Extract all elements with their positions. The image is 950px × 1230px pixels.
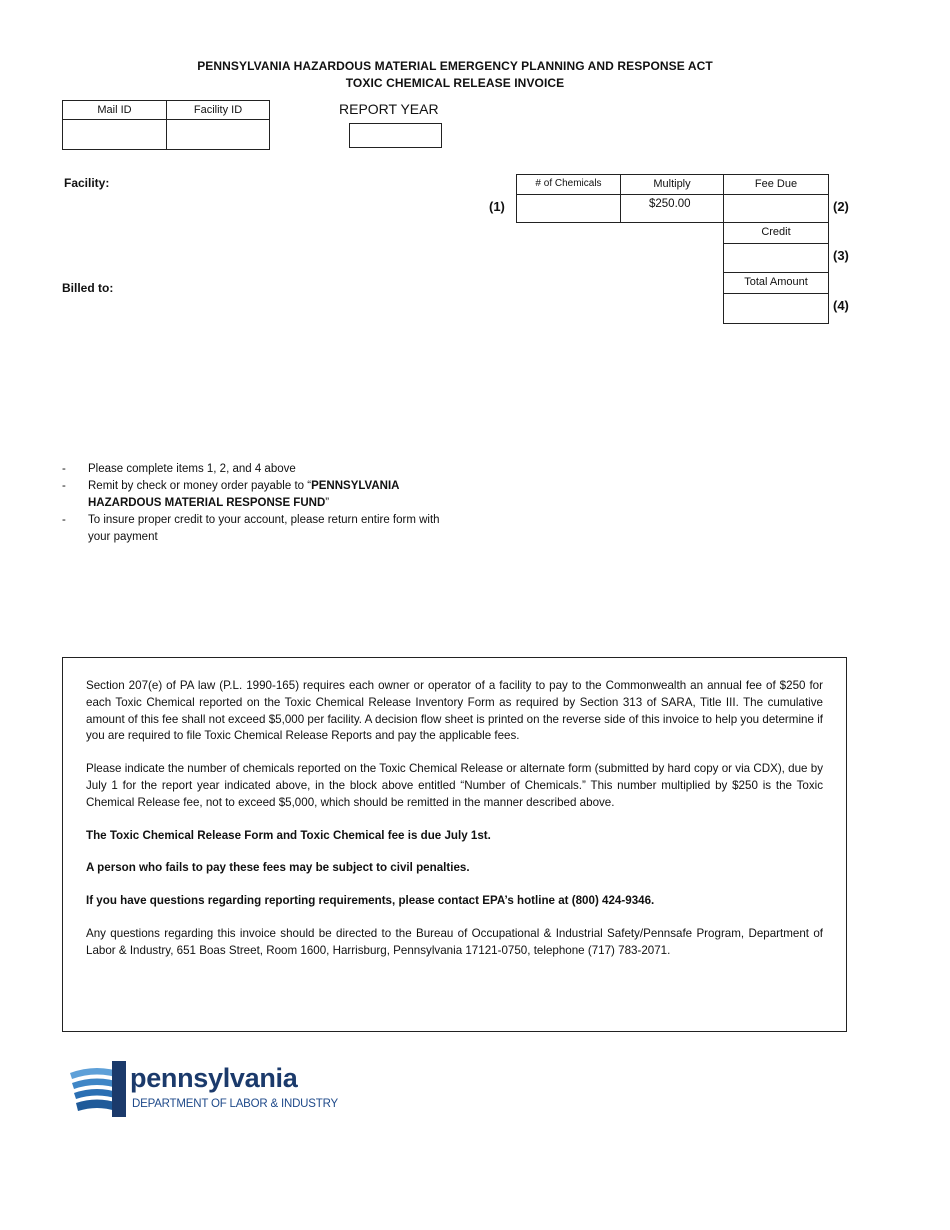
info-penalties xyxy=(86,860,823,877)
report-year-label: REPORT YEAR xyxy=(339,101,439,117)
id-table xyxy=(62,100,270,150)
fund-name: PENNSYLVANIA HAZARDOUS MATERIAL RESPONSE FUND xyxy=(88,480,400,509)
facility-id-field[interactable] xyxy=(167,120,270,150)
info-box xyxy=(62,657,847,1032)
info-hotline-text: If you have questions regarding reporting requirements, please contact EPA’s hotline at (800) 424-9346. xyxy=(86,894,655,908)
multiply-value xyxy=(620,194,724,223)
facility-id-label: Facility ID xyxy=(167,101,270,120)
remit-text-end: ” xyxy=(325,497,330,509)
info-paragraph-instructions: Please indicate the number of chemicals reported on the Toxic Chemical Release or alternate form (submitted by hard copy or via CDX), due by July 1 for the report year indicated above, in the block above entitled “Number of Chemicals.” This number multiplied by $250 is the Toxic Chemical Release fee, not to exceed $5,000, which should be remitted in the manner described above. xyxy=(86,762,823,809)
info-penalties-text: A person who fails to pay these fees may be subject to civil penalties. xyxy=(86,861,470,875)
fee-due-field[interactable] xyxy=(723,194,829,223)
billed-to-label: Billed to: xyxy=(62,281,114,295)
info-contact: Any questions regarding this invoice should be directed to the Bureau of Occupational & Industrial Safety/Pennsafe Program, Department of Labor & Industry, 651 Boas Street, Room 1600, Harrisburg, Pennsylvania 17121-0750, telephone (717) 783-2071. xyxy=(86,926,823,957)
credit-field[interactable] xyxy=(723,243,829,273)
facility-label: Facility: xyxy=(64,176,110,190)
info-due-date-text: The Toxic Chemical Release Form and Toxic Chemical fee is due July 1st. xyxy=(86,828,491,842)
logo-department: DEPARTMENT OF LABOR & INDUSTRY xyxy=(132,1098,338,1110)
chemicals-count-field[interactable] xyxy=(516,194,621,223)
mail-id-field[interactable] xyxy=(63,120,167,150)
instruction-item: - Please complete items 1, 2, and 4 above xyxy=(60,461,460,478)
item-2-marker: (2) xyxy=(833,199,849,214)
pa-labor-logo xyxy=(66,1059,348,1121)
total-amount-header: Total Amount xyxy=(723,272,829,294)
item-3-marker: (3) xyxy=(833,248,849,263)
mail-id-label: Mail ID xyxy=(63,101,167,120)
report-year-field[interactable] xyxy=(349,123,442,148)
instruction-item: - To insure proper credit to your account, please return entire form with your payment xyxy=(60,512,460,546)
header-line-1: PENNSYLVANIA HAZARDOUS MATERIAL EMERGENCY PLANNING AND RESPONSE ACT xyxy=(197,59,713,73)
keystone-arch-icon xyxy=(66,1059,128,1119)
info-due-date xyxy=(86,828,823,845)
chemicals-header: # of Chemicals xyxy=(516,174,621,195)
logo-wordmark: pennsylvania xyxy=(130,1063,298,1093)
info-hotline xyxy=(86,893,823,910)
fee-due-header: Fee Due xyxy=(723,174,829,195)
item-1-marker: (1) xyxy=(489,199,505,214)
multiply-value-text: $250.00 xyxy=(649,198,691,210)
instructions-list xyxy=(60,461,460,546)
total-amount-field[interactable] xyxy=(723,293,829,324)
multiply-header: Multiply xyxy=(620,174,724,195)
remit-text: Remit by check or money order payable to “ xyxy=(88,480,312,492)
header-line-2: TOXIC CHEMICAL RELEASE INVOICE xyxy=(345,76,565,90)
item-4-marker: (4) xyxy=(833,298,849,313)
credit-header: Credit xyxy=(723,222,829,244)
info-paragraph-law: Section 207(e) of PA law (P.L. 1990-165) requires each owner or operator of a facility to pay to the Commonwealth an annual fee of $250 for each Toxic Chemical reported on the Toxic Chemical Release Inventory Form as required by Section 313 of SARA, Title III. The cumulative amount of this fee shall not exceed $5,000 per facility. A decision flow sheet is printed on the reverse side of this invoice to help you determine if you are required to file Toxic Chemical Release Reports and pay the applicable fees. xyxy=(86,679,823,743)
instruction-item xyxy=(60,478,460,512)
